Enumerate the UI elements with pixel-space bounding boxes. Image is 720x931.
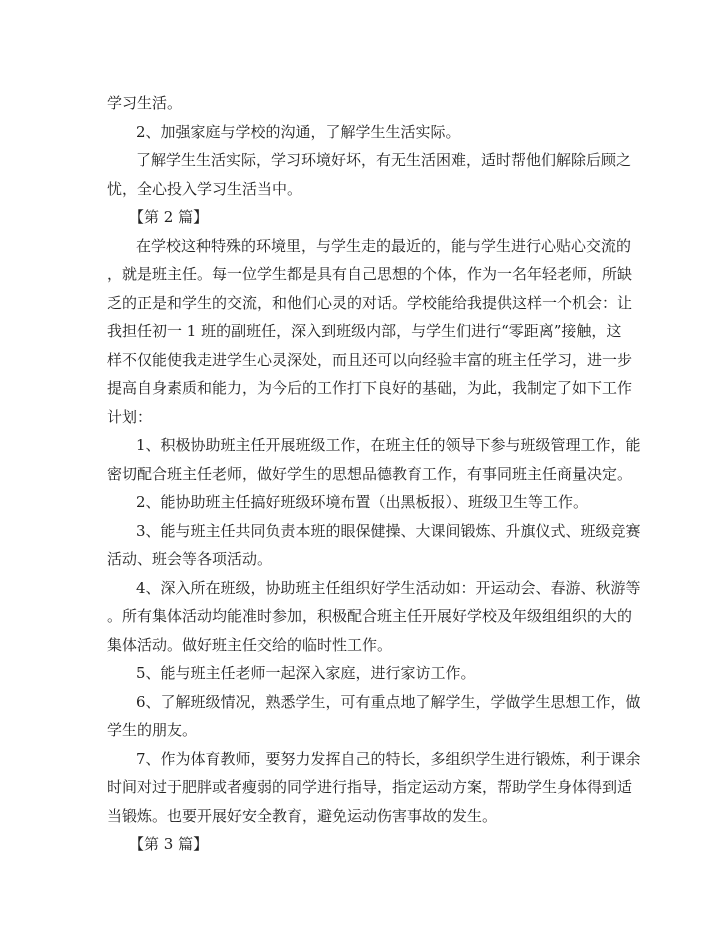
paragraph — [107, 146, 632, 203]
text-line: 1、积极协助班主任开展班级工作，在班主任的领导下参与班级管理工作，能 — [136, 436, 641, 454]
text-line: ，就是班主任。每一位学生都是具有自己思想的个体，作为一名年轻老师，所缺 — [107, 265, 633, 283]
paragraph — [107, 745, 641, 831]
text-line: 2、加强家庭与学校的沟通，了解学生生活实际。 — [136, 122, 461, 141]
paragraph — [107, 89, 610, 118]
paragraph — [107, 517, 641, 574]
text-line: 了解学生生活实际，学习环境好坏，有无生活困难，适时帮他们解除后顾之 — [136, 151, 632, 169]
paragraph — [107, 574, 641, 660]
text-line: 3、能与班主任共同负责本班的眼保健操、大课间锻炼、升旗仪式、班级竞赛 — [136, 521, 641, 540]
text-line: 7、作为体育教师，要努力发挥自己的特长，多组织学生进行锻炼，利于课余 — [136, 749, 641, 768]
text-line: 当锻炼。也要开展好安全教育，避免运动伤害事故的发生。 — [107, 806, 498, 825]
paragraph — [107, 232, 633, 432]
text-line: 样不仅能使我走进学生心灵深处，而且还可以向经验丰富的班主任学习，进一步 — [107, 350, 633, 369]
section-heading — [107, 203, 610, 232]
paragraph — [107, 488, 610, 517]
text-line: 5、能与班主任老师一起深入家庭，进行家访工作。 — [136, 664, 476, 682]
section-heading — [107, 830, 610, 859]
text-line: 密切配合班主任老师，做好学生的思想品德教育工作，有事同班主任商量决定。 — [107, 464, 633, 483]
text-line: 忧，全心投入学习生活当中。 — [107, 179, 303, 198]
paragraph — [107, 659, 610, 688]
text-line: 活动、班会等各项活动。 — [107, 550, 273, 568]
text-line: 。所有集体活动均能准时参加，积极配合班主任开展好学校及年级组组织的大的 — [107, 607, 633, 625]
text-line: 6、了解班级情况，熟悉学生，可有重点地了解学生，学做学生思想工作，做 — [136, 692, 641, 711]
text-line: 集体活动。做好班主任交给的临时性工作。 — [107, 635, 393, 654]
text-line: 4、深入所在班级，协助班主任组织好学生活动如：开运动会、春游、秋游等 — [136, 578, 641, 597]
paragraph — [107, 118, 610, 147]
text-line: 提高自身素质和能力，为今后的工作打下良好的基础，为此，我制定了如下工作 — [107, 379, 633, 397]
paragraph — [107, 431, 641, 488]
text-line: 【第 3 篇】 — [129, 835, 209, 853]
text-line: 时间对过于肥胖或者瘦弱的同学进行指导，指定运动方案，帮助学生身体得到适 — [107, 778, 633, 796]
text-line: 2、能协助班主任搞好班级环境布置（出黑板报）、班级卫生等工作。 — [136, 493, 589, 511]
text-line: 计划： — [107, 407, 153, 426]
text-line: 我担任初一 1 班的副班任，深入到班级内部，与学生们进行“零距离”接触，这 — [107, 322, 622, 340]
text-line: 学生的朋友。 — [107, 721, 198, 739]
document-page — [107, 89, 641, 859]
text-line: 学习生活。 — [107, 94, 183, 112]
text-line: 【第 2 篇】 — [129, 208, 209, 226]
paragraph — [107, 688, 641, 745]
text-line: 在学校这种特殊的环境里，与学生走的最近的，能与学生进行心贴心交流的 — [136, 236, 632, 255]
text-line: 乏的正是和学生的交流，和他们心灵的对话。学校能给我提供这样一个机会：让 — [107, 293, 633, 312]
